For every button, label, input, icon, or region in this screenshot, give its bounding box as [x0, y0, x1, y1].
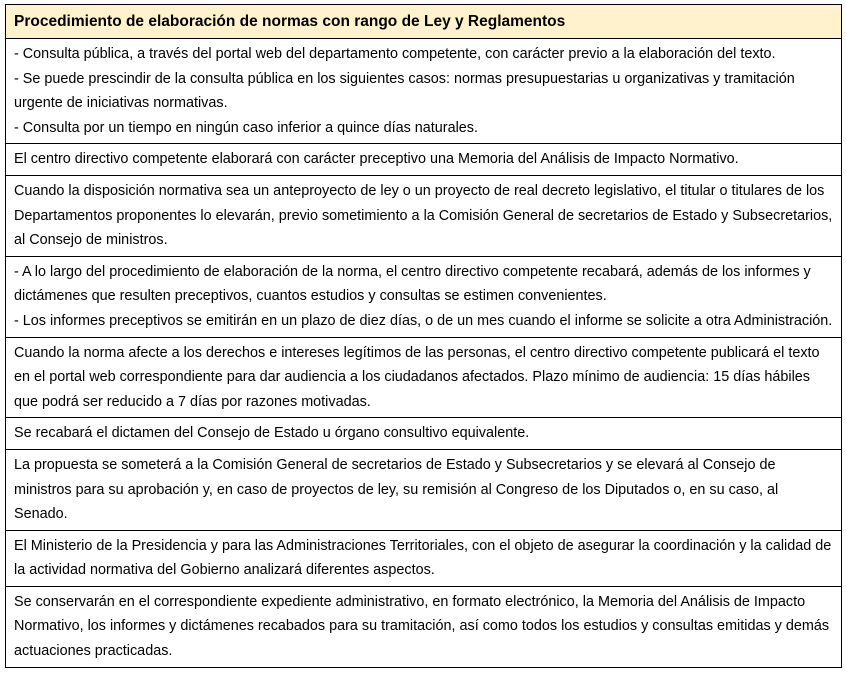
table-row [6, 144, 842, 176]
row-expediente: Se conservarán en el correspondiente expediente administrativo, en formato electrónico, la Memoria del Análisis de Impacto Normativo, los informes y dictámenes recabados para su tramitación, así como todos los estudios y consultas emitidas y demás actuaciones practicadas. [6, 586, 842, 667]
table-title: Procedimiento de elaboración de normas con rango de Ley y Reglamentos [6, 5, 842, 39]
row-aprobacion: La propuesta se someterá a la Comisión General de secretarios de Estado y Subsecretarios y se elevará al Consejo de ministros para su aprobación y, en caso de proyectos de ley, su remisión al Congreso de los Diputados o, en su caso, al Senado. [6, 449, 842, 530]
table-row [6, 175, 842, 256]
table-row [6, 337, 842, 418]
procedure-table [5, 4, 842, 668]
table-row [6, 418, 842, 450]
row-informes-dictamenes: - A lo largo del procedimiento de elaboración de la norma, el centro directivo competente recabará, además de los informes y dictámenes que resulten preceptivos, cuantos estudios y consultas se estimen convenientes. - Los informes preceptivos se emitirán en un plazo de diez días, o de un mes cuando el informe se solicite a otra Administración. [6, 256, 842, 337]
row-elevacion-consejo: Cuando la disposición normativa sea un anteproyecto de ley o un proyecto de real decreto legislativo, el titular o titulares de los Departamentos proponentes lo elevarán, previo sometimiento a la Comisión General de secretarios de Estado y Subsecretarios, al Consejo de ministros. [6, 175, 842, 256]
table-header-row [6, 5, 842, 39]
table-row [6, 586, 842, 667]
row-memoria-impacto: El centro directivo competente elaborará con carácter preceptivo una Memoria del Análisis de Impacto Normativo. [6, 144, 842, 176]
table-row [6, 39, 842, 144]
row-consejo-estado: Se recabará el dictamen del Consejo de Estado u órgano consultivo equivalente. [6, 418, 842, 450]
table-row [6, 530, 842, 586]
table-row [6, 256, 842, 337]
row-audiencia: Cuando la norma afecte a los derechos e intereses legítimos de las personas, el centro directivo competente publicará el texto en el portal web correspondiente para dar audiencia a los ciudadanos afectados. Plazo mínimo de audiencia: 15 días hábiles que podrá ser reducido a 7 días por razones motivadas. [6, 337, 842, 418]
row-consulta-publica: - Consulta pública, a través del portal web del departamento competente, con carácter previo a la elaboración del texto. - Se puede prescindir de la consulta pública en los siguientes casos: normas presupuestarias u organizativas y tramitación urgente de iniciativas normativas. - Consulta por un tiempo en ningún caso inferior a quince días naturales. [6, 39, 842, 144]
table-row [6, 449, 842, 530]
row-coordinacion: El Ministerio de la Presidencia y para las Administraciones Territoriales, con el objeto de asegurar la coordinación y la calidad de la actividad normativa del Gobierno analizará diferentes aspectos. [6, 530, 842, 586]
